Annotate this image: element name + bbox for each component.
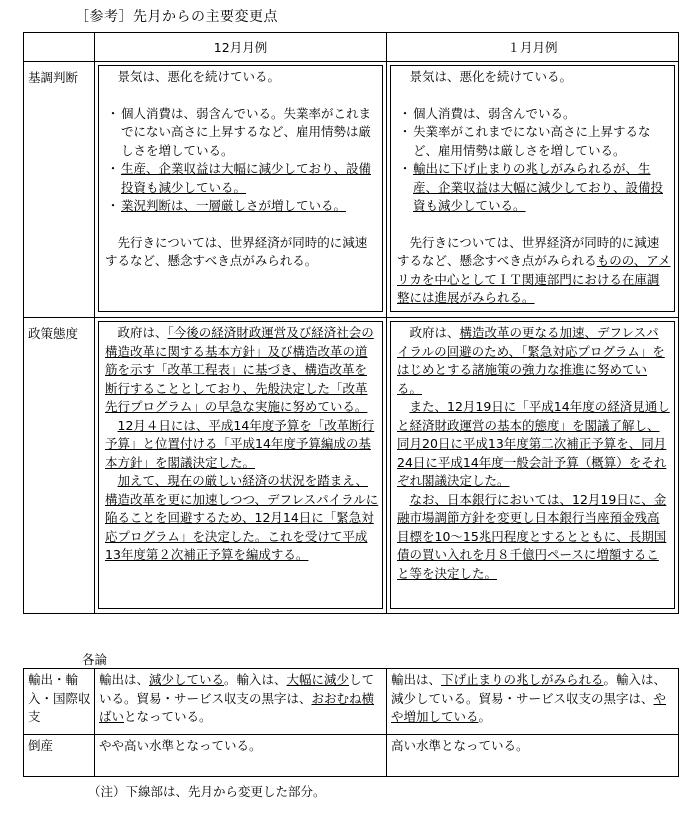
list-item: ・ 輸出に下げ止まりの兆しがみられるが、生産、企業収益は大幅に減少しており、設備投資も減少している。	[397, 160, 671, 216]
kicho-jan-bullet-1: 個人消費は、弱含んでいる。	[413, 105, 576, 121]
seisaku-jan-p1a: 政府は、	[409, 325, 460, 340]
row-tousan	[24, 735, 679, 777]
trade-dec-t1: 輸出は、	[99, 672, 150, 687]
seisaku-dec-p1a: 政府は、	[117, 325, 168, 340]
sub-comparison-table	[23, 668, 679, 777]
list-item: ・ 失業率がこれまでにない高さに上昇するなど、雇用情勢は厳しさを増している。	[397, 123, 671, 160]
kicho-dec-cell	[95, 62, 387, 318]
seisaku-jan-cell	[387, 318, 679, 614]
row-kicho	[24, 62, 679, 318]
seisaku-jan-p2: また、12月19日に「平成14年度の経済見通しと経済財政運営の基本的態度」を閣議了解し、同月20日に平成13年度第二次補正予算を、同月24日に平成14年度一般会計予算（概算）をそれぞれ閣議決定した。	[397, 399, 670, 488]
row-seisaku	[24, 318, 679, 614]
list-item: ・ 個人消費は、弱含んでいる。	[397, 105, 671, 124]
tousan-jan-cell: 高い水準となっている。	[387, 735, 679, 777]
kicho-jan-summary: 景気は、悪化を続けている。	[409, 69, 573, 84]
header-corner	[24, 33, 95, 62]
list-item: ・ 業況判断は、一層厳しさが増している。	[105, 197, 379, 216]
kicho-dec-bullet-3: 業況判断は、一層厳しさが増している。	[121, 198, 347, 213]
row-label-seisaku: 政策態度	[24, 318, 95, 614]
kicho-jan-box	[390, 65, 675, 312]
trade-dec-t6: おおむね横ばい	[99, 690, 375, 724]
trade-jan-t5: 。	[478, 709, 492, 724]
footnote: （注）下線部は、先月から変更した部分。	[88, 784, 326, 799]
seisaku-dec-p1b: 「今後の経済財政運営及び経済社会の構造改革に関する基本方針」及び構造改革の道筋を示す「改革工程表」に基づき、構造改革を断行することとしており、先般決定した「改革先行プログラム」の早急な実施に努めている。	[105, 325, 374, 414]
kicho-jan-cell	[387, 62, 679, 318]
trade-dec-t7: となっている。	[124, 709, 212, 724]
seisaku-dec-box	[98, 321, 383, 609]
row-label-kicho: 基調判断	[24, 62, 95, 318]
seisaku-dec-p2: 12月４日には、平成14年度予算を「改革断行予算」と位置付ける「平成14年度予算編成の基本方針」を閣議決定した。	[105, 417, 375, 470]
kicho-jan-outlook	[397, 234, 671, 308]
row-trade	[24, 669, 679, 735]
seisaku-jan-box	[390, 321, 675, 609]
seisaku-jan-p3: なお、日本銀行においては、12月19日に、金融市場調節方針を変更し日本銀行当座預金残高目標を10〜15兆円程度とするとともに、長期国債の買い入れを月８千億円ペースに増額すること等を決定した。	[397, 491, 667, 581]
page-title: ［参考］先月からの主要変更点	[75, 9, 278, 25]
trade-dec-t3: 。輸入は、	[224, 672, 287, 687]
trade-dec-t2: 減少している	[149, 672, 225, 687]
trade-dec-t4: 大幅に減少	[286, 672, 350, 687]
trade-dec-t5: している。貿易・サービス収支の黒字は、	[99, 672, 375, 706]
kicho-dec-outlook: 先行きについては、世界経済が同時的に減速するなど、懸念すべき点がみられる。	[105, 234, 368, 268]
seisaku-jan-p1	[397, 324, 671, 398]
kicho-dec-bullet-1: 個人消費は、弱含んでいる。失業率がこれまでにない高さに上昇するなど、雇用情勢は厳しさを増している。	[121, 105, 372, 158]
kicho-jan-outlook-a: 先行きについては、世界経済が同時的に減速するなど、懸念すべき点がみられる	[397, 234, 660, 268]
trade-jan-cell	[387, 669, 679, 735]
seisaku-dec-cell	[95, 318, 387, 614]
list-item: ・ 個人消費は、弱含んでいる。失業率がこれまでにない高さに上昇するなど、雇用情勢は厳しさを増している。	[105, 105, 379, 161]
seisaku-dec-p3: 加えて、現在の厳しい経済の状況を踏まえ、構造改革を更に加速しつつ、デフレスパイラルに陥ることを回避するため、12月14日に「緊急対応プログラム」を決定した。これを受けて平成13年度第２次補正予算を編成する。	[105, 473, 379, 562]
seisaku-dec-p1	[105, 324, 379, 417]
trade-jan-t1: 輸出は、	[391, 672, 442, 687]
kicho-jan-bullet-2: 失業率がこれまでにない高さに上昇するなど、雇用情勢は厳しさを増している。	[413, 124, 651, 158]
kicho-jan-outlook-b: ものの、アメリカを中心としてＩＴ関連部門における在庫調整には進展がみられる。	[397, 253, 671, 305]
list-item: ・ 生産、企業収益は大幅に減少しており、設備投資も減少している。	[105, 160, 379, 197]
trade-dec-cell	[95, 669, 387, 735]
row-label-trade: 輸出・輸入・国際収支	[24, 669, 95, 735]
kicho-jan-bullet-3: 輸出に下げ止まりの兆しがみられるが、生産、企業収益は大幅に減少しており、設備投資も減少している。	[413, 161, 664, 213]
header-dec: 12月月例	[95, 33, 387, 62]
trade-jan-t3: 。輸入は、減少している。貿易・サービス収支の黒字は、	[391, 672, 667, 706]
table-header-row	[24, 33, 679, 62]
kicho-dec-bullet-2: 生産、企業収益は大幅に減少しており、設備投資も減少している。	[121, 161, 372, 195]
kicho-dec-box	[98, 65, 383, 312]
trade-jan-t4: やや増加している	[391, 690, 667, 724]
tousan-dec-cell: やや高い水準となっている。	[95, 735, 387, 777]
kakuron-heading: 各論	[82, 652, 108, 667]
kicho-dec-summary: 景気は、悪化を続けている。	[117, 69, 281, 84]
row-label-tousan: 倒産	[24, 735, 95, 777]
seisaku-jan-p1b: 構造改革の更なる加速、デフレスパイラルの回避のため、「緊急対応プログラム」をはじめとする諸施策の強力な推進に努めている。	[397, 325, 665, 396]
trade-jan-t2: 下げ止まりの兆しがみられる	[441, 672, 604, 687]
main-comparison-table	[23, 32, 679, 614]
header-jan: １月月例	[387, 33, 679, 62]
